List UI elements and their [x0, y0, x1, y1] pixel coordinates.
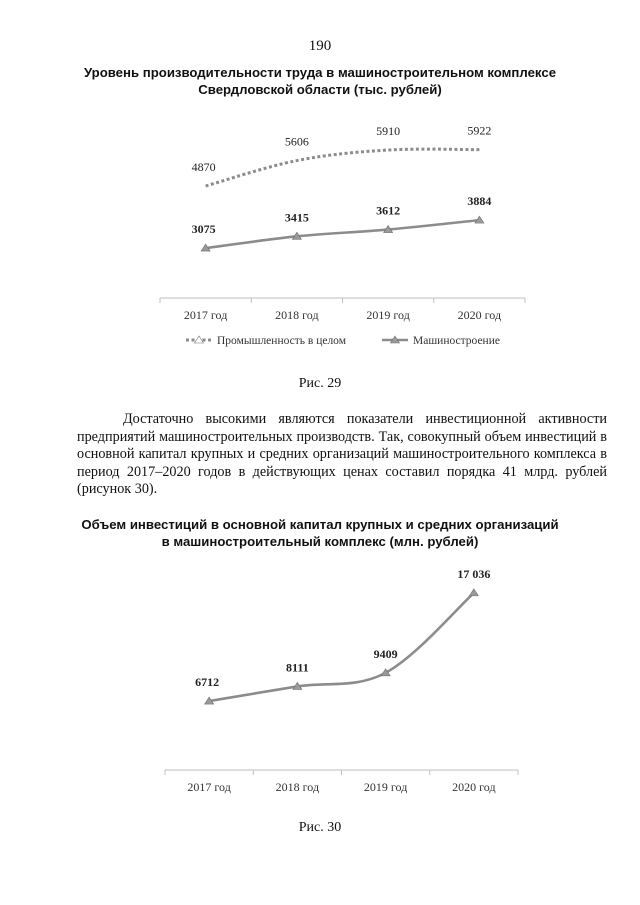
figure-30-caption: Рис. 30: [298, 820, 342, 835]
chart1-category-label: 2018 год: [275, 308, 319, 322]
chart1-series-2-data-label: 3415: [284, 210, 309, 225]
chart1-category-label: 2017 год: [183, 308, 228, 322]
chart1-category-label: 2020 год: [457, 308, 502, 322]
chart2-category-label: 2019 год: [363, 780, 408, 794]
chart1-series-1-data-label: 5606: [284, 134, 309, 149]
chart1-series-1-data-label: 5922: [467, 123, 492, 138]
figure-29-caption: Рис. 29: [298, 376, 342, 391]
chart2-series-1-data-label: 6712: [195, 675, 220, 690]
chart2-category-label: 2017 год: [187, 780, 231, 794]
chart1-category-label: 2019 год: [366, 308, 410, 322]
chart2-series-1-data-label: 17 036: [457, 566, 491, 581]
body-paragraph: [77, 411, 607, 499]
chart2-series-1-line: [209, 593, 474, 701]
figure-30-title-line2: в машиностроительный комплекс (млн. рублей): [161, 534, 479, 549]
chart2-series-1-data-label: 8111: [286, 660, 309, 675]
page-number: 190: [308, 38, 332, 54]
chart1-series-2-line: [206, 220, 480, 248]
chart1-series-2-data-label: 3612: [376, 203, 401, 218]
figure-30-title-line1: Объем инвестиций в основной капитал крупных и средних организаций: [81, 517, 559, 532]
chart1-series-2-data-label: 3884: [467, 194, 492, 209]
figure-29-title-line1: Уровень производительности труда в машиностроительном комплексе: [83, 65, 557, 80]
body-paragraph-text: Достаточно высокими являются показатели инвестиционной активности предприятий машиностроительных производств. Так, совокупный объем инвестиций в основной капитал крупных и средних организаций машиностроительного комплекса в период 2017–2020 годов в действующих ценах составил порядка 41 млрд. рублей (рисунок 30).: [77, 411, 607, 498]
figure-30-title: [60, 516, 580, 550]
investment-line-chart: [0, 560, 640, 805]
chart2-series-1-data-label: 9409: [373, 646, 398, 661]
figure-29-title: [60, 64, 580, 98]
chart2-category-label: 2018 год: [275, 780, 320, 794]
chart1-series-1-data-label: 5910: [376, 124, 401, 139]
productivity-line-chart: [0, 100, 640, 360]
chart1-legend-2-label: Машиностроение: [413, 335, 500, 347]
figure-29-title-line2: Свердловской области (тыс. рублей): [198, 82, 442, 97]
chart1-legend-1-label: Промышленность в целом: [217, 335, 346, 347]
chart2-category-label: 2020 год: [452, 780, 496, 794]
chart1-series-1-line: [206, 149, 480, 186]
chart1-series-2-data-label: 3075: [191, 222, 216, 237]
chart1-series-1-data-label: 4870: [191, 160, 216, 175]
chart2-series-1-marker: [469, 589, 478, 596]
chart1-legend-1-swatch-marker: [195, 336, 204, 343]
